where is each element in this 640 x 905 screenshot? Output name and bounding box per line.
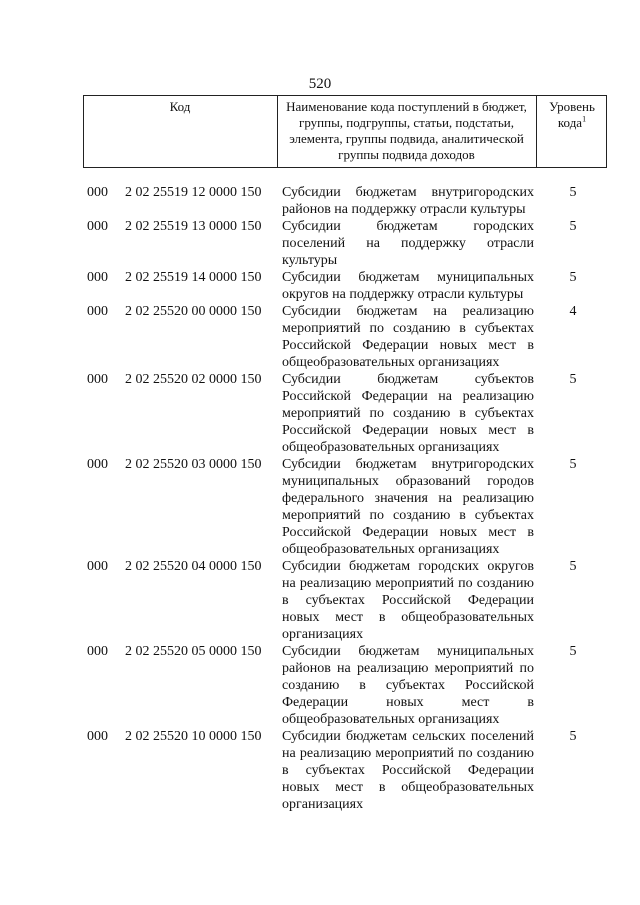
row-level: 5: [569, 219, 577, 234]
table-header: [83, 95, 607, 168]
row-code: 2 02 25519 13 0000 150: [125, 219, 262, 234]
row-name: Субсидии бюджетам городских поселений на поддержку отрасли культуры: [282, 219, 534, 268]
row-code: 2 02 25520 10 0000 150: [125, 729, 262, 744]
row-code: 2 02 25519 12 0000 150: [125, 185, 262, 200]
row-name: Субсидии бюджетам городских округов на реализацию мероприятий по созданию в субъектах Российской Федерации новых мест в общеобразовательных организациях: [282, 559, 534, 642]
table-row: [0, 269, 640, 303]
table-row: [0, 643, 640, 728]
header-level-footnote: 1: [582, 114, 587, 124]
row-level: 5: [569, 185, 577, 200]
row-name: Субсидии бюджетам муниципальных округов на поддержку отрасли культуры: [282, 270, 534, 302]
column-divider-level: [536, 96, 537, 167]
row-admin-code: 000: [87, 559, 108, 574]
row-code: 2 02 25520 05 0000 150: [125, 644, 262, 659]
row-code: 2 02 25519 14 0000 150: [125, 270, 262, 285]
table-row: [0, 558, 640, 643]
header-code: Код: [169, 99, 191, 114]
row-code: 2 02 25520 04 0000 150: [125, 559, 262, 574]
row-code: 2 02 25520 00 0000 150: [125, 304, 262, 319]
table-row: [0, 371, 640, 456]
row-admin-code: 000: [87, 219, 108, 234]
row-code: 2 02 25520 02 0000 150: [125, 372, 262, 387]
row-name: Субсидии бюджетам внутригородских муниципальных образований городов федерального значения на реализацию мероприятий по созданию в субъектах Российской Федерации новых мест в общеобразовательных организациях: [282, 457, 534, 557]
row-admin-code: 000: [87, 270, 108, 285]
row-level: 5: [569, 729, 577, 744]
table-row: [0, 303, 640, 371]
row-level: 5: [569, 644, 577, 659]
page-number: 520: [308, 76, 332, 92]
table-body: [0, 184, 640, 813]
table-row: [0, 184, 640, 218]
row-level: 5: [569, 270, 577, 285]
row-level: 4: [569, 304, 577, 319]
column-divider-code: [277, 96, 278, 167]
row-admin-code: 000: [87, 372, 108, 387]
row-name: Субсидии бюджетам внутригородских районов на поддержку отрасли культуры: [282, 185, 534, 217]
header-name: Наименование кода поступлений в бюджет, группы, подгруппы, статьи, подстатьи, элемента, группы подвида, аналитической группы подвида доходов: [286, 99, 527, 162]
table-border-right: [606, 96, 607, 167]
row-name: Субсидии бюджетам субъектов Российской Федерации на реализацию мероприятий по созданию в субъектах Российской Федерации новых мест в общеобразовательных организациях: [282, 372, 534, 455]
row-admin-code: 000: [87, 644, 108, 659]
row-level: 5: [569, 457, 577, 472]
row-name: Субсидии бюджетам на реализацию мероприятий по созданию в субъектах Российской Федерации новых мест в общеобразовательных организациях: [282, 304, 534, 370]
header-level: [539, 99, 605, 131]
row-admin-code: 000: [87, 457, 108, 472]
row-name: Субсидии бюджетам муниципальных районов на реализацию мероприятий по созданию в субъектах Российской Федерации новых мест в общеобразовательных организациях: [282, 644, 534, 727]
row-admin-code: 000: [87, 185, 108, 200]
table-row: [0, 728, 640, 813]
row-code: 2 02 25520 03 0000 150: [125, 457, 262, 472]
row-level: 5: [569, 372, 577, 387]
row-name: Субсидии бюджетам сельских поселений на реализацию мероприятий по созданию в субъектах Российской Федерации новых мест в общеобразовательных организациях: [282, 729, 534, 812]
row-level: 5: [569, 559, 577, 574]
table-row: [0, 456, 640, 558]
row-admin-code: 000: [87, 729, 108, 744]
row-admin-code: 000: [87, 304, 108, 319]
table-row: [0, 218, 640, 269]
header-level-text: Уровень кода: [549, 99, 595, 130]
